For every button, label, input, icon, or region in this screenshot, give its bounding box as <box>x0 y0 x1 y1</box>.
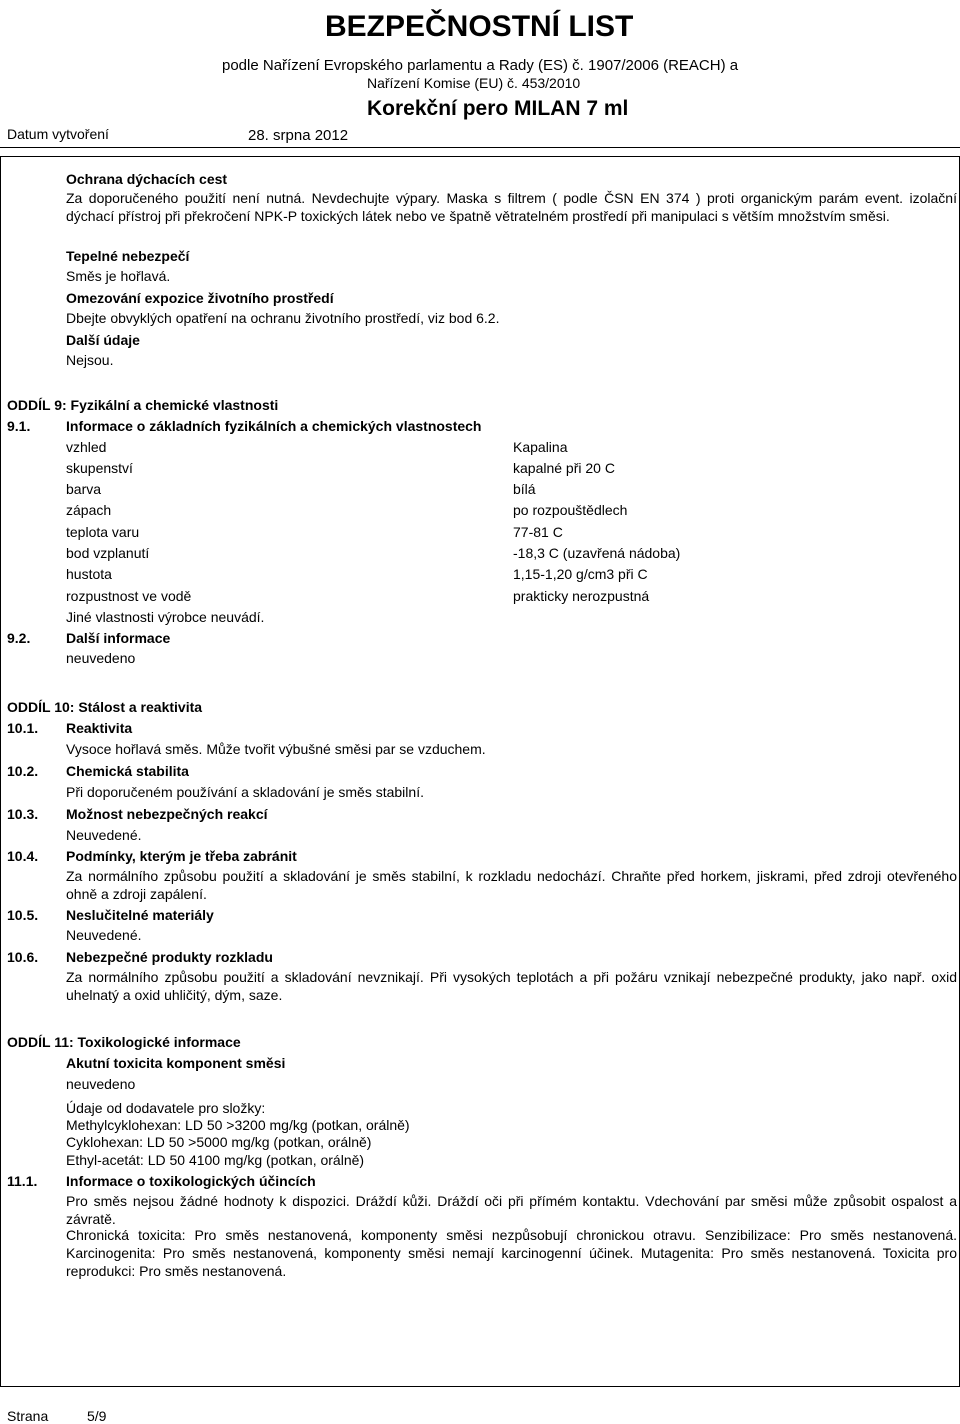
regulation-line-2: Nařízení Komise (EU) č. 453/2010 <box>367 75 581 91</box>
subsection-number: 10.2. <box>7 763 39 779</box>
header-divider <box>0 147 960 148</box>
subsection-heading: Možnost nebezpečných reakcí <box>66 806 268 822</box>
subsection-number: 10.6. <box>7 949 39 965</box>
subsection-text: Vysoce hořlavá směs. Může tvořit výbušné směsi par se vzduchem. <box>66 741 486 757</box>
content-left-border <box>0 156 1 1386</box>
property-value: po rozpouštědlech <box>513 502 628 518</box>
property-value: -18,3 C (uzavřená nádoba) <box>513 545 681 561</box>
toxicological-effects-text: Pro směs nejsou žádné hodnoty k dispozici. Dráždí kůži. Dráždí oči při přímém kontaktu. Vdechování par směsi může způsobit ospalost a závratě. <box>66 1193 957 1227</box>
page-number: 5/9 <box>87 1408 107 1424</box>
acute-toxicity-text: neuvedeno <box>66 1076 136 1092</box>
respiratory-protection-heading: Ochrana dýchacích cest <box>66 171 228 187</box>
other-data-heading: Další údaje <box>66 332 140 348</box>
subsection-9-1-number: 9.1. <box>7 418 31 434</box>
property-label: vzhled <box>66 439 107 455</box>
subsection-number: 10.5. <box>7 907 39 923</box>
subsection-number: 10.4. <box>7 848 39 864</box>
property-value: Kapalina <box>513 439 568 455</box>
property-label: hustota <box>66 566 112 582</box>
property-label: rozpustnost ve vodě <box>66 588 192 604</box>
date-value: 28. srpna 2012 <box>248 127 349 144</box>
subsection-text: Za normálního způsobu použití a skladování je směs stabilní, k rozkladu nedochází. Chraňte před horkem, jiskrami, před zdroji otevřeného ohně a zdroji zapálení. <box>66 868 957 902</box>
property-value: kapalné při 20 C <box>513 460 615 476</box>
section-9-title: ODDÍL 9: Fyzikální a chemické vlastnosti <box>7 397 279 413</box>
subsection-heading: Nebezpečné produkty rozkladu <box>66 949 273 965</box>
environment-exposure-text: Dbejte obvyklých opatření na ochranu životního prostředí, viz bod 6.2. <box>66 310 500 326</box>
subsection-9-2-text: neuvedeno <box>66 650 136 666</box>
supplier-data-line: Cyklohexan: LD 50 >5000 mg/kg (potkan, orálně) <box>66 1134 372 1150</box>
chronic-toxicity-text: Chronická toxicita: Pro směs nestanovená, komponenty směsi nezpůsobují chronickou otravu. Senzibilizace: Pro směs nestanovená. Karcinogenita: Pro směs nestanovená, komponenty směsi nemají karcinogenní účinek. Mutagenita: Pro směs nestanovená. Toxicita pro reprodukci: Pro směs nestanovená. <box>66 1227 957 1279</box>
section-11-title: ODDÍL 11: Toxikologické informace <box>7 1034 241 1050</box>
properties-note: Jiné vlastnosti výrobce neuvádí. <box>66 609 265 625</box>
subsection-11-1-heading: Informace o toxikologických účincích <box>66 1173 316 1189</box>
environment-exposure-heading: Omezování expozice životního prostředí <box>66 290 334 306</box>
subsection-heading: Podmínky, kterým je třeba zabránit <box>66 848 297 864</box>
page-label: Strana <box>7 1408 49 1424</box>
subsection-text: Za normálního způsobu použití a skladování nevznikají. Při vysokých teplotách a při požáru vznikají nebezpečné produkty, jako např. oxid uhelnatý a oxid uhličitý, dým, saze. <box>66 969 957 1003</box>
subsection-number: 10.3. <box>7 806 39 822</box>
thermal-hazard-text: Směs je hořlavá. <box>66 268 171 284</box>
document-title: BEZPEČNOSTNÍ LIST <box>325 10 634 43</box>
header-divider-thin <box>0 156 960 157</box>
subsection-text: Neuvedené. <box>66 927 142 943</box>
section-10-title: ODDÍL 10: Stálost a reaktivita <box>7 699 203 715</box>
property-label: zápach <box>66 502 112 518</box>
product-name: Korekční pero MILAN 7 ml <box>367 97 629 120</box>
property-value: 77-81 C <box>513 524 563 540</box>
footer-divider <box>0 1386 960 1387</box>
subsection-heading: Neslučitelné materiály <box>66 907 214 923</box>
property-value: bílá <box>513 481 536 497</box>
subsection-heading: Reaktivita <box>66 720 133 736</box>
property-label: bod vzplanutí <box>66 545 150 561</box>
subsection-9-2-number: 9.2. <box>7 630 31 646</box>
supplier-data-heading: Údaje od dodavatele pro složky: <box>66 1100 266 1116</box>
date-label: Datum vytvoření <box>7 126 109 142</box>
supplier-data-line: Methylcyklohexan: LD 50 >3200 mg/kg (potkan, orálně) <box>66 1117 410 1133</box>
property-label: teplota varu <box>66 524 140 540</box>
thermal-hazard-heading: Tepelné nebezpečí <box>66 248 190 264</box>
property-value: 1,15-1,20 g/cm3 při C <box>513 566 648 582</box>
other-data-text: Nejsou. <box>66 352 114 368</box>
property-label: skupenství <box>66 460 133 476</box>
property-value: prakticky nerozpustná <box>513 588 650 604</box>
subsection-heading: Chemická stabilita <box>66 763 189 779</box>
subsection-text: Při doporučeném používání a skladování je směs stabilní. <box>66 784 424 800</box>
subsection-text: Neuvedené. <box>66 827 142 843</box>
subsection-number: 10.1. <box>7 720 39 736</box>
subsection-11-1-number: 11.1. <box>7 1173 38 1189</box>
respiratory-protection-text: Za doporučeného použití není nutná. Nevdechujte výpary. Maska s filtrem ( podle ČSN EN 374 ) proti organickým parám event. izolační dýchací přístroj při překročení NPK-P toxických látek nebo ve špatně větratelném prostředí při manipulaci s větším množstvím směsi. <box>66 190 957 224</box>
regulation-line-1: podle Nařízení Evropského parlamentu a Rady (ES) č. 1907/2006 (REACH) a <box>222 57 739 74</box>
property-label: barva <box>66 481 102 497</box>
acute-toxicity-heading: Akutní toxicita komponent směsi <box>66 1055 286 1071</box>
subsection-9-1-heading: Informace o základních fyzikálních a chemických vlastnostech <box>66 418 482 434</box>
subsection-9-2-heading: Další informace <box>66 630 171 646</box>
supplier-data-line: Ethyl-acetát: LD 50 4100 mg/kg (potkan, orálně) <box>66 1152 365 1168</box>
